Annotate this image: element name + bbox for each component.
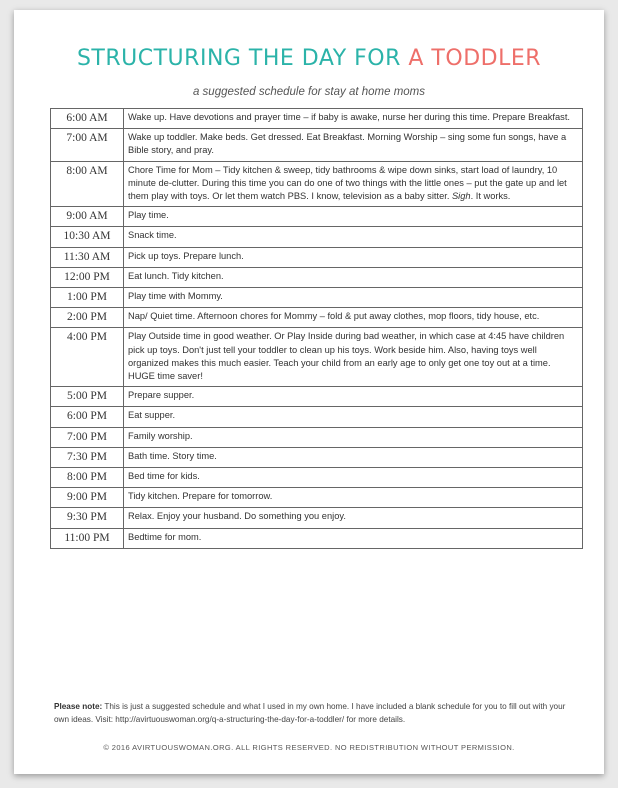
schedule-row	[51, 161, 583, 207]
schedule-activity: Wake up. Have devotions and prayer time – if baby is awake, nurse her during this time. Prepare Breakfast.	[124, 109, 583, 129]
title-part-teal: STRUCTURING THE DAY FOR	[76, 46, 409, 71]
schedule-activity: Family worship.	[124, 427, 583, 447]
schedule-time: 7:00 PM	[51, 427, 124, 447]
schedule-row	[51, 387, 583, 407]
schedule-activity: Wake up toddler. Make beds. Get dressed. Eat Breakfast. Morning Worship – sing some fun songs, have a Bible story, and pray.	[124, 129, 583, 161]
schedule-activity: Bed time for kids.	[124, 468, 583, 488]
activity-text-italic: Sigh	[451, 191, 471, 202]
schedule-row	[51, 227, 583, 247]
schedule-time: 6:00 PM	[51, 407, 124, 427]
schedule-activity: Play time.	[124, 207, 583, 227]
schedule-activity: Play time with Mommy.	[124, 288, 583, 308]
note-label: Please note:	[54, 702, 103, 711]
schedule-time: 8:00 PM	[51, 468, 124, 488]
copyright-footer: © 2016 AVIRTUOUSWOMAN.ORG. ALL RIGHTS RESERVED. NO REDISTRIBUTION WITHOUT PERMISSION.	[103, 743, 515, 752]
schedule-row	[51, 267, 583, 287]
schedule-row	[51, 447, 583, 467]
schedule-activity: Eat lunch. Tidy kitchen.	[124, 267, 583, 287]
schedule-time: 4:00 PM	[51, 328, 124, 387]
schedule-activity: Nap/ Quiet time. Afternoon chores for Mommy – fold & put away clothes, mop floors, tidy house, etc.	[124, 308, 583, 328]
activity-text: . It works.	[470, 191, 511, 202]
schedule-row	[51, 288, 583, 308]
schedule-row	[51, 468, 583, 488]
schedule-activity: Tidy kitchen. Prepare for tomorrow.	[124, 488, 583, 508]
schedule-time: 6:00 AM	[51, 109, 124, 129]
schedule-activity: Pick up toys. Prepare lunch.	[124, 247, 583, 267]
schedule-time: 8:00 AM	[51, 161, 124, 207]
activity-text: Chore Time for Mom – Tidy kitchen & sweep, tidy bathrooms & wipe down sinks, start load of laundry, 10 minute de-clutter. During this time you can do one of two things with the little ones – put the gate up and let them play with toys. Or let them watch PBS. I know, television as a baby sitter.	[128, 164, 567, 202]
page-title	[14, 46, 604, 71]
schedule-row	[51, 488, 583, 508]
note-text: This is just a suggested schedule and what I used in my own home. I have included a blank schedule for you to fill out with your own ideas. Visit: http://avirtuouswoman.org/q-a-structuring-the-day-for-a-toddler/ for more details.	[54, 702, 566, 724]
note-paragraph	[54, 700, 582, 726]
schedule-row	[51, 328, 583, 387]
schedule-table	[50, 108, 583, 549]
schedule-time: 2:00 PM	[51, 308, 124, 328]
schedule-row	[51, 407, 583, 427]
schedule-row	[51, 427, 583, 447]
schedule-time: 7:00 AM	[51, 129, 124, 161]
schedule-time: 5:00 PM	[51, 387, 124, 407]
schedule-time: 9:00 AM	[51, 207, 124, 227]
schedule-activity: Relax. Enjoy your husband. Do something you enjoy.	[124, 508, 583, 528]
schedule-row	[51, 109, 583, 129]
schedule-time: 12:00 PM	[51, 267, 124, 287]
schedule-time: 9:30 PM	[51, 508, 124, 528]
schedule-row	[51, 308, 583, 328]
schedule-activity	[124, 161, 583, 207]
schedule-row	[51, 508, 583, 528]
schedule-time: 7:30 PM	[51, 447, 124, 467]
schedule-row	[51, 207, 583, 227]
page-subtitle: a suggested schedule for stay at home moms	[192, 86, 426, 98]
schedule-activity: Prepare supper.	[124, 387, 583, 407]
schedule-time: 11:30 AM	[51, 247, 124, 267]
schedule-activity: Eat supper.	[124, 407, 583, 427]
schedule-activity: Play Outside time in good weather. Or Play Inside during bad weather, in which case at 4:45 have children pick up toys. Don't just tell your toddler to clean up his toys. Work beside him. Also, having toys well organized makes this much easier. Teach your child from an early age to only get one toy out at a time. HUGE time saver!	[124, 328, 583, 387]
schedule-activity: Bedtime for mom.	[124, 528, 583, 548]
schedule-time: 1:00 PM	[51, 288, 124, 308]
schedule-row	[51, 528, 583, 548]
schedule-time: 11:00 PM	[51, 528, 124, 548]
schedule-row	[51, 129, 583, 161]
document-page	[14, 10, 604, 774]
schedule-activity: Snack time.	[124, 227, 583, 247]
schedule-time: 9:00 PM	[51, 488, 124, 508]
schedule-time: 10:30 AM	[51, 227, 124, 247]
title-part-coral: A TODDLER	[408, 46, 542, 71]
schedule-row	[51, 247, 583, 267]
schedule-activity: Bath time. Story time.	[124, 447, 583, 467]
